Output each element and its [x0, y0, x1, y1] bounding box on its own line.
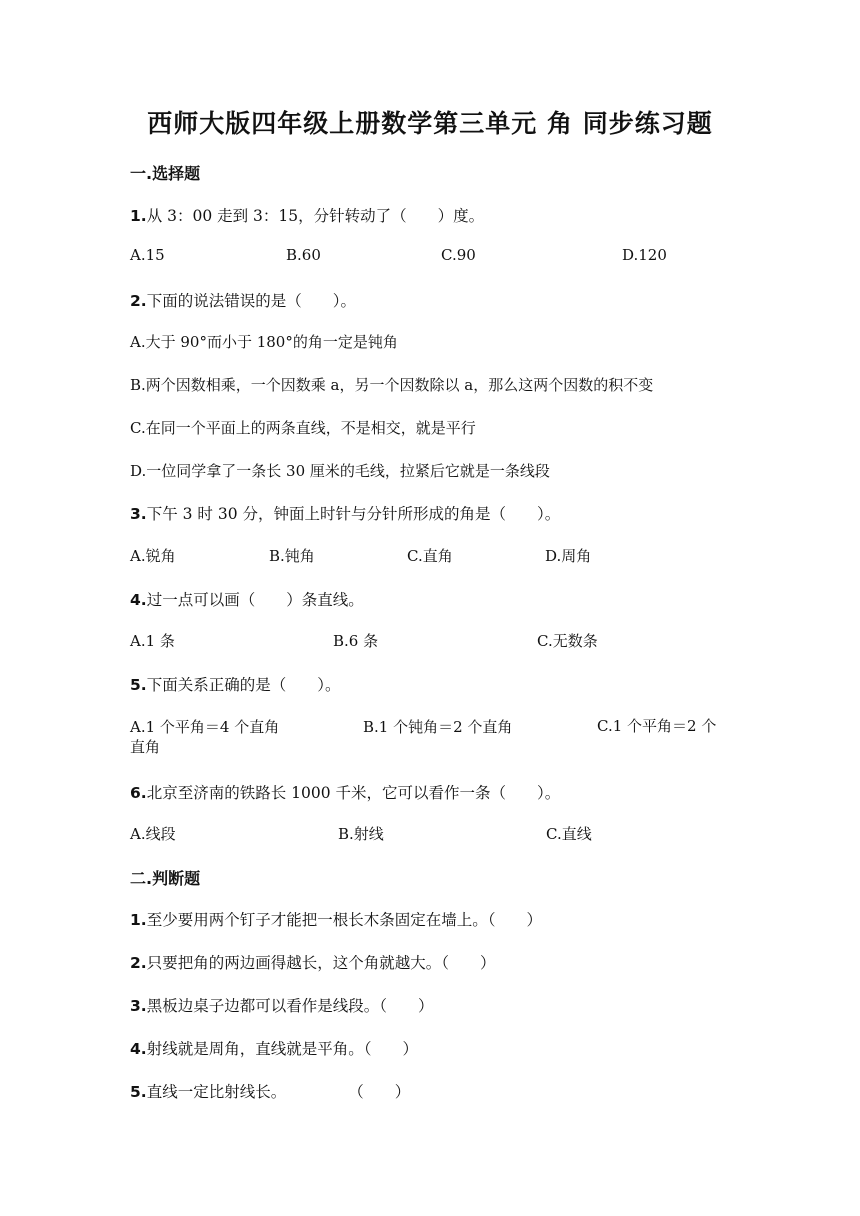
- option-d: D.周角: [545, 547, 592, 565]
- section-heading-choice: 一.选择题: [130, 164, 201, 183]
- question-5: [130, 673, 340, 695]
- question-text: 下面的说法错误的是（ ）。: [146, 292, 356, 310]
- question-text: 至少要用两个钉子才能把一根长木条固定在墙上。（ ）: [146, 911, 542, 929]
- question-number: 5.: [130, 676, 147, 694]
- judgement-question-4: [130, 1037, 418, 1059]
- question-number: 6.: [130, 784, 147, 802]
- option-a: A.15: [130, 246, 165, 264]
- option-b: B.射线: [338, 825, 384, 843]
- option-c: C.1 个平角＝2 个直角: [130, 717, 717, 756]
- question-number: 2.: [130, 292, 147, 310]
- question-4: [130, 588, 364, 610]
- question-text: 直线一定比射线长。 （ ）: [146, 1083, 411, 1101]
- option-b: B.两个因数相乘，一个因数乘 a，另一个因数除以 a，那么这两个因数的积不变: [130, 376, 654, 394]
- question-number: 3.: [130, 997, 147, 1015]
- question-6: [130, 781, 560, 803]
- question-number: 5.: [130, 1083, 147, 1101]
- question-number: 4.: [130, 591, 147, 609]
- option-a: A.锐角: [130, 547, 176, 565]
- question-text: 过一点可以画（ ）条直线。: [146, 591, 364, 609]
- question-text: 只要把角的两边画得越长，这个角就越大。（ ）: [146, 954, 496, 972]
- question-number: 4.: [130, 1040, 147, 1058]
- option-c: C.直线: [546, 825, 592, 843]
- option-d: D.一位同学拿了一条长 30 厘米的毛线，拉紧后它就是一条线段: [130, 462, 550, 480]
- page-title: 西师大版四年级上册数学第三单元 角 同步练习题: [147, 109, 713, 138]
- question-text: 黑板边桌子边都可以看作是线段。（ ）: [146, 997, 434, 1015]
- option-c: C.90: [441, 246, 476, 264]
- option-a: A.大于 90°而小于 180°的角一定是钝角: [130, 333, 398, 351]
- option-c: C.直角: [407, 547, 453, 565]
- question-text: 北京至济南的铁路长 1000 千米，它可以看作一条（ ）。: [146, 784, 561, 802]
- option-a: A.1 条: [130, 632, 175, 650]
- question-1: [130, 204, 484, 226]
- question-3: [130, 502, 560, 524]
- question-text: 下午 3 时 30 分，钟面上时针与分针所形成的角是（ ）。: [146, 505, 561, 523]
- question-number: 3.: [130, 505, 147, 523]
- option-d: D.120: [622, 246, 667, 264]
- option-b: B.1 个钝角＝2 个直角: [363, 718, 513, 736]
- judgement-question-2: [130, 951, 495, 973]
- judgement-question-3: [130, 994, 433, 1016]
- question-text: 从 3：00 走到 3：15，分针转动了（ ）度。: [146, 207, 485, 225]
- option-b: B.60: [286, 246, 321, 264]
- option-b: B.6 条: [333, 632, 379, 650]
- option-b: B.钝角: [269, 547, 315, 565]
- question-number: 2.: [130, 954, 147, 972]
- question-number: 1.: [130, 911, 147, 929]
- option-c: C.在同一个平面上的两条直线，不是相交，就是平行: [130, 419, 476, 437]
- question-text: 下面关系正确的是（ ）。: [146, 676, 341, 694]
- option-a: A.1 个平角＝4 个直角: [130, 718, 280, 736]
- question-2: [130, 289, 356, 311]
- question-text: 射线就是周角，直线就是平角。（ ）: [146, 1040, 418, 1058]
- judgement-question-1: [130, 908, 542, 930]
- option-c: C.无数条: [537, 632, 598, 650]
- judgement-question-5: [130, 1080, 410, 1102]
- question-number: 1.: [130, 207, 147, 225]
- section-heading-judgement: 二.判断题: [130, 869, 201, 888]
- option-a: A.线段: [130, 825, 176, 843]
